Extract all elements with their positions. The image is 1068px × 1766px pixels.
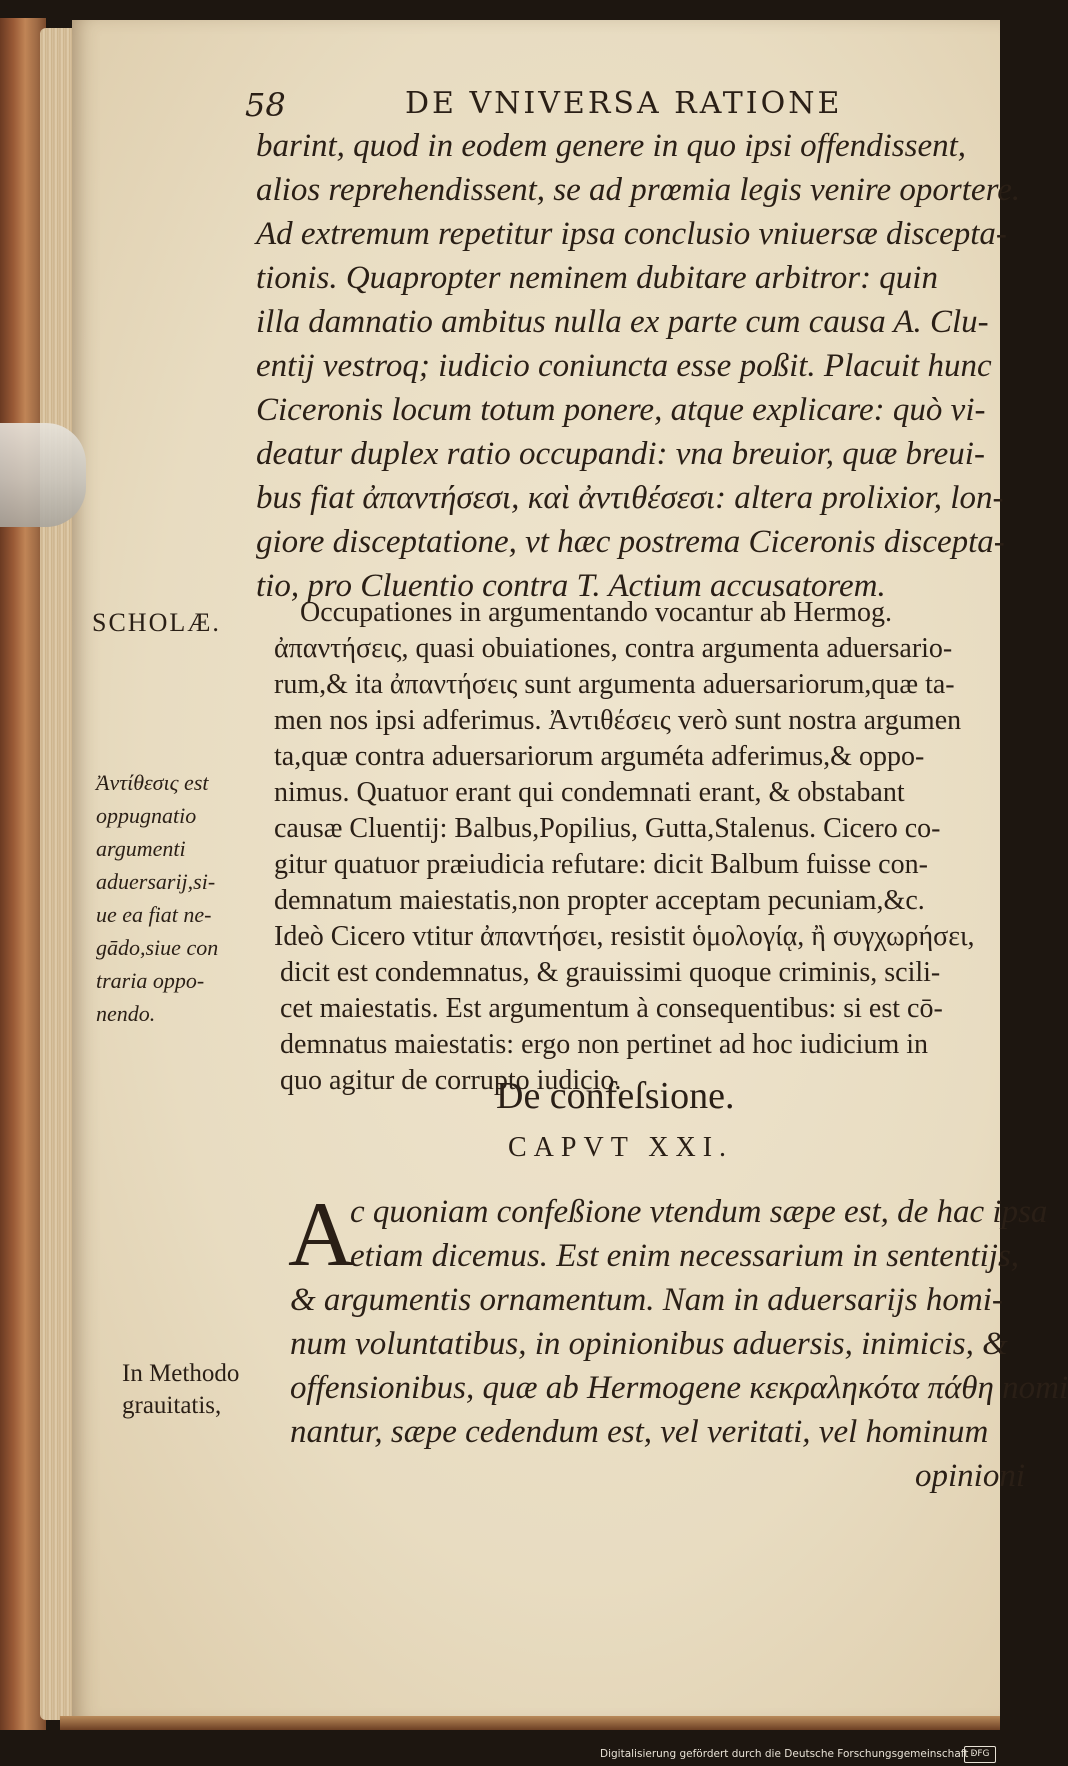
text-line: Ciceronis locum totum ponere, atque explicare: quò vi-	[256, 392, 986, 428]
margin-note-line: ue ea fiat ne-	[96, 902, 212, 927]
text-line: Occupationes in argumentando vocantur ab Hermog.	[300, 597, 892, 628]
margin-note-line: nendo.	[96, 1001, 156, 1026]
text-line: causæ Cluentij: Balbus,Popilius, Gutta,Stalenus. Cicero co-	[274, 813, 941, 844]
text-line: entij vestroq; iudicio coniuncta esse poßit. Placuit hunc	[256, 348, 992, 384]
margin-note-line: In Methodo	[122, 1360, 240, 1387]
margin-note-line: argumenti	[96, 836, 186, 861]
text-line: nimus. Quatuor erant qui condemnati erant, & obstabant	[274, 777, 905, 808]
text-line: ta,quæ contra aduersariorum arguméta adferimus,& oppo-	[274, 741, 925, 772]
margin-note-line: gādo,siue con	[96, 935, 219, 960]
digitization-credit: Digitalisierung gefördert durch die Deutsche Forschungsgemeinschaft ·	[600, 1748, 976, 1760]
margin-note-line: grauitatis,	[122, 1392, 222, 1419]
text-line: c quoniam confeßione vtendum sæpe est, de hac ipsa	[350, 1194, 1048, 1230]
text-line: giore disceptatione, vt hæc postrema Ciceronis discepta-	[256, 524, 1005, 560]
text-line: Ideò Cicero vtitur ἀπαντήσει, resistit ὁμολογίᾳ, ἢ συγχωρήσει,	[274, 921, 975, 952]
text-line: Ad extremum repetitur ipsa conclusio vniuersæ discepta-	[256, 216, 1007, 252]
text-line: tionis. Quapropter neminem dubitare arbitror: quin	[256, 260, 938, 296]
text-line: & argumentis ornamentum. Nam in aduersarijs homi-	[290, 1282, 1003, 1318]
scholae-label: SCHOLÆ.	[92, 608, 221, 637]
page-number: 58	[245, 86, 286, 124]
text-line: illa damnatio ambitus nulla ex parte cum causa A. Clu-	[256, 304, 989, 340]
text-line: rum,& ita ἀπαντήσεις sunt argumenta aduersariorum,quæ ta-	[274, 669, 955, 700]
text-line: alios reprehendissent, se ad prœmia legis venire oportere.	[256, 172, 1021, 208]
chapter-heading: CAPVT XXI.	[508, 1132, 734, 1163]
bottom-edge	[60, 1716, 1000, 1730]
text-line: bus fiat ἀπαντήσεσι, καὶ ἀντιθέσεσι: altera prolixior, lon-	[256, 480, 1004, 516]
margin-note-line: traria oppo-	[96, 968, 205, 993]
text-line: demnatum maiestatis,non propter acceptam pecuniam,&c.	[274, 885, 925, 916]
text-line: etiam dicemus. Est enim necessarium in sententijs,	[350, 1238, 1020, 1274]
text-line: num voluntatibus, in opinionibus aduersis, inimicis, &	[290, 1326, 1008, 1362]
text-line: deatur duplex ratio occupandi: vna breuior, quæ breui-	[256, 436, 985, 472]
margin-note-line: Ἀντίθεσις est	[96, 770, 209, 795]
text-line: offensionibus, quæ ab Hermogene κεκραληκότα πάθη nomi	[290, 1370, 1068, 1406]
text-line: men nos ipsi adferimus. Ἀντιθέσεις verò sunt nostra argumen	[274, 705, 962, 736]
text-line: gitur quatuor præiudicia refutare: dicit Balbum fuisse con-	[274, 849, 928, 880]
text-line: ἀπαντήσεις, quasi obuiationes, contra argumenta aduersario-	[274, 633, 953, 664]
dfg-logo: DFG	[964, 1746, 996, 1763]
margin-note-line: oppugnatio	[96, 803, 197, 828]
text-line: quo agitur de corrupto iudicio.	[280, 1065, 622, 1096]
text-line: dicit est condemnatus, & grauissimi quoque criminis, scili-	[280, 957, 941, 988]
text-line: tio, pro Cluentio contra T. Actium accusatorem.	[256, 568, 886, 604]
text-line: barint, quod in eodem genere in quo ipsi offendissent,	[256, 128, 967, 164]
running-title: DE VNIVERSA RATIONE	[405, 86, 843, 121]
margin-note-line: aduersarij,si-	[96, 869, 216, 894]
text-line: cet maiestatis. Est argumentum à consequentibus: si est cō-	[280, 993, 943, 1024]
page-clip	[0, 423, 86, 527]
drop-cap: A	[288, 1183, 355, 1285]
text-line: nantur, sæpe cedendum est, vel veritati, vel hominum	[290, 1414, 989, 1450]
text-line: demnatus maiestatis: ergo non pertinet ad hoc iudicium in	[280, 1029, 929, 1060]
section-heading: De confeſsione.	[496, 1075, 735, 1117]
text-line: opinioni	[915, 1458, 1026, 1494]
